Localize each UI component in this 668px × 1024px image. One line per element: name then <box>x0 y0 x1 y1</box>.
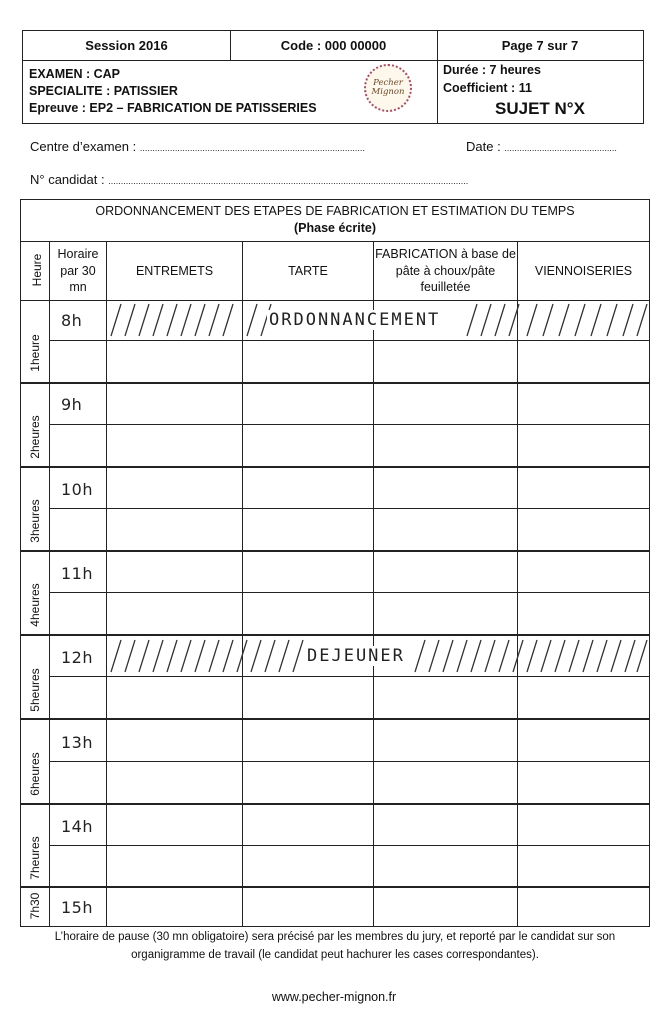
page-cell: Page 7 sur 7 <box>501 38 579 53</box>
heure-label: 2heures <box>28 415 42 459</box>
annotation-dejeuner: DEJEUNER <box>307 646 405 666</box>
date-field <box>466 139 617 154</box>
heure-label: 4heures <box>28 583 42 627</box>
col-horaire: Horaire par 30 mn <box>57 246 99 295</box>
specialite-label: SPECIALITE : PATISSIER <box>29 84 178 98</box>
divider <box>21 466 649 468</box>
divider <box>21 886 649 888</box>
divider <box>49 761 649 762</box>
header-top-row <box>23 31 643 61</box>
exam-label: EXAMEN : CAP <box>29 67 120 81</box>
website-link[interactable]: www.pecher-mignon.fr <box>271 990 397 1004</box>
pecher-mignon-logo <box>364 64 412 112</box>
col-viennoiseries: VIENNOISERIES <box>534 263 633 278</box>
horaire-label: 15h <box>61 898 93 917</box>
horaire-label: 10h <box>61 480 93 499</box>
coefficient-label: Coefficient : 11 <box>443 81 532 95</box>
divider <box>242 241 243 927</box>
horaire-label: 14h <box>61 817 93 836</box>
divider <box>49 845 649 846</box>
sujet-label: SUJET N°X <box>495 99 585 118</box>
divider <box>49 241 50 927</box>
col-tarte: TARTE <box>288 263 328 278</box>
candidat-label: N° candidat : <box>30 172 105 187</box>
divider <box>21 382 649 384</box>
divider <box>49 592 649 593</box>
divider <box>49 424 649 425</box>
divider <box>106 241 107 927</box>
col-heure: Heure <box>30 253 44 287</box>
centre-field <box>30 139 365 154</box>
divider <box>21 718 649 720</box>
date-dots[interactable]: ............................................. <box>504 143 617 153</box>
divider <box>21 803 649 805</box>
table-title: ORDONNANCEMENT DES ETAPES DE FABRICATION ET ESTIMATION DU TEMPS <box>95 204 575 218</box>
col-fabrication: FABRICATION à base de pâte à choux/pâte feuilletée <box>375 246 516 295</box>
session-cell: Session 2016 <box>85 38 168 53</box>
heure-label: 6heures <box>28 752 42 796</box>
date-label: Date : <box>466 139 501 154</box>
divider <box>49 676 649 677</box>
heure-label: 1heure <box>28 334 42 372</box>
divider <box>373 241 374 927</box>
footer-note <box>20 928 650 964</box>
header-table <box>22 30 644 124</box>
centre-label: Centre d’examen : <box>30 139 137 154</box>
heure-label: 3heures <box>28 499 42 543</box>
annotation-ordonnancement: ORDONNANCEMENT <box>269 310 441 330</box>
centre-dots[interactable]: .......................................................................................... <box>139 143 365 153</box>
divider <box>21 550 649 552</box>
horaire-label: 8h <box>61 311 83 330</box>
horaire-label: 13h <box>61 733 93 752</box>
col-entremets: ENTREMETS <box>135 263 214 278</box>
logo-text-2: Mignon <box>371 87 405 97</box>
heure-label: 7h30 <box>28 892 42 920</box>
divider <box>21 634 649 636</box>
duree-label: Durée : 7 heures <box>443 63 541 77</box>
logo-text-1: Pecher <box>373 77 403 88</box>
horaire-label: 12h <box>61 648 93 667</box>
code-cell: Code : 000 00000 <box>280 38 387 53</box>
heure-label: 5heures <box>28 668 42 712</box>
divider <box>49 340 649 341</box>
schedule-table <box>20 199 650 927</box>
epreuve-label: Epreuve : EP2 – FABRICATION DE PATISSERIES <box>29 101 317 115</box>
note-line-1: L’horaire de pause (30 mn obligatoire) sera précisé par les membres du jury, et reporté par le candidat sur son <box>54 931 616 943</box>
candidat-dots[interactable]: ................................................................................................................................................ <box>108 176 469 186</box>
candidat-field <box>30 172 468 187</box>
horaire-label: 9h <box>61 395 83 414</box>
divider <box>517 241 518 927</box>
table-subtitle: (Phase écrite) <box>294 221 376 235</box>
divider <box>49 508 649 509</box>
note-line-2: organigramme de travail (le candidat peut hachurer les cases correspondantes). <box>131 949 539 961</box>
horaire-label: 11h <box>61 564 93 583</box>
heure-label: 7heures <box>28 836 42 880</box>
